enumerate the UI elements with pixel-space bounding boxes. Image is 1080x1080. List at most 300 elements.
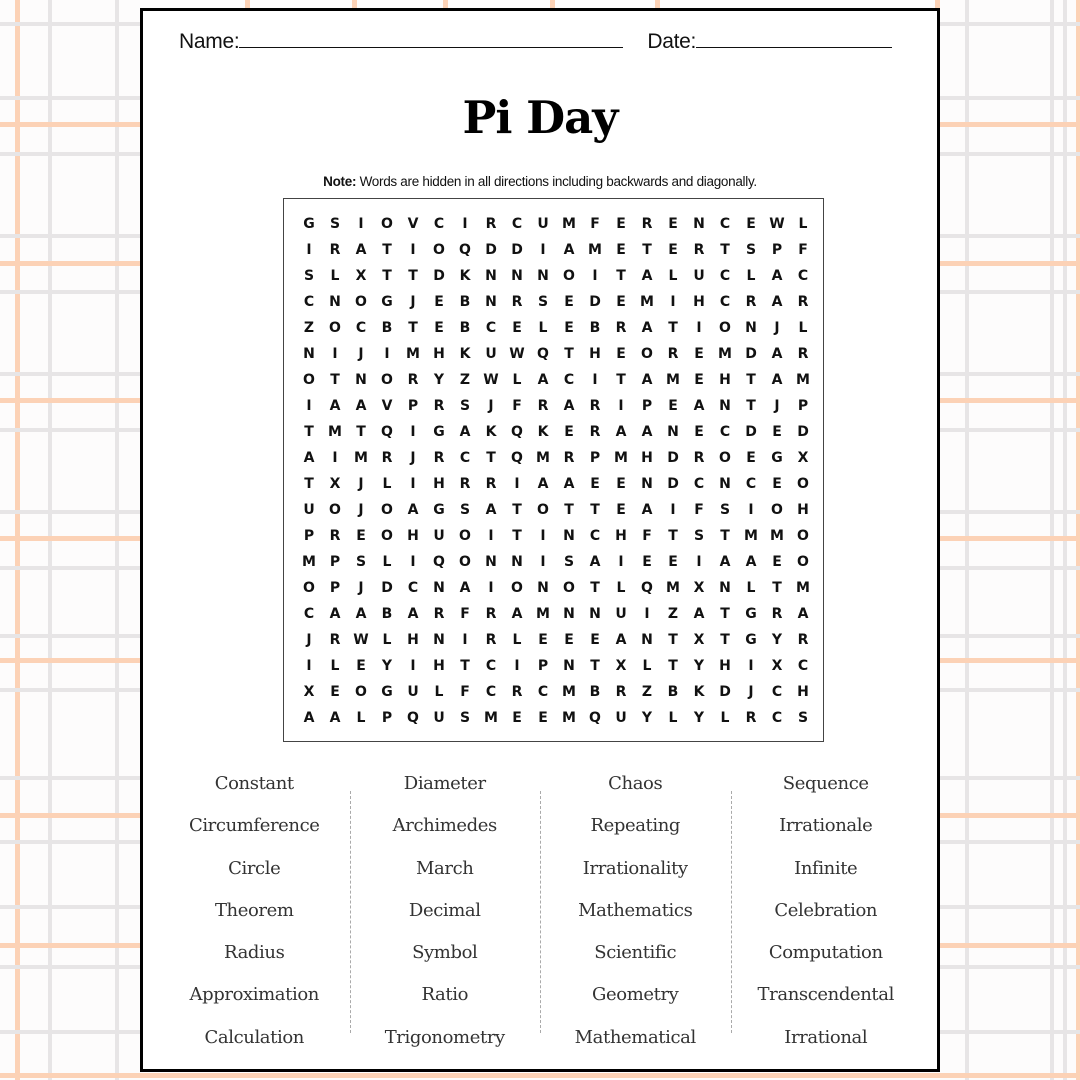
grid-letter[interactable]: N: [563, 658, 575, 674]
grid-letter[interactable]: J: [748, 684, 754, 700]
grid-letter[interactable]: R: [615, 320, 627, 336]
grid-letter[interactable]: L: [330, 268, 340, 284]
grid-letter[interactable]: R: [771, 606, 783, 622]
grid-letter[interactable]: O: [719, 320, 731, 336]
grid-letter[interactable]: R: [329, 632, 341, 648]
grid-letter[interactable]: O: [797, 528, 809, 544]
grid-letter[interactable]: J: [410, 450, 416, 466]
grid-letter[interactable]: P: [797, 398, 809, 414]
grid-letter[interactable]: Q: [433, 554, 445, 570]
grid-letter[interactable]: A: [745, 554, 757, 570]
grid-letter[interactable]: M: [354, 450, 368, 466]
grid-letter[interactable]: M: [666, 372, 680, 388]
grid-letter[interactable]: C: [459, 450, 471, 466]
grid-letter[interactable]: G: [381, 294, 393, 310]
grid-letter[interactable]: D: [485, 242, 497, 258]
grid-letter[interactable]: A: [771, 294, 783, 310]
grid-letter[interactable]: A: [303, 450, 315, 466]
grid-letter[interactable]: E: [616, 294, 626, 310]
grid-letter[interactable]: K: [537, 424, 549, 440]
grid-letter[interactable]: J: [488, 398, 494, 414]
grid-letter[interactable]: D: [667, 476, 679, 492]
grid-letter[interactable]: A: [303, 710, 315, 726]
grid-letter[interactable]: B: [589, 684, 601, 700]
grid-letter[interactable]: C: [693, 476, 705, 492]
grid-letter[interactable]: C: [537, 684, 549, 700]
grid-letter[interactable]: E: [668, 554, 678, 570]
grid-letter[interactable]: L: [382, 632, 392, 648]
grid-letter[interactable]: R: [797, 346, 809, 362]
grid-letter[interactable]: P: [329, 554, 341, 570]
grid-letter[interactable]: M: [536, 606, 550, 622]
grid-letter[interactable]: T: [720, 528, 730, 544]
grid-letter[interactable]: A: [485, 502, 497, 518]
grid-letter[interactable]: I: [488, 528, 494, 544]
grid-letter[interactable]: I: [696, 320, 702, 336]
grid-letter[interactable]: I: [410, 554, 416, 570]
grid-letter[interactable]: Z: [303, 320, 315, 336]
grid-letter[interactable]: M: [302, 554, 316, 570]
grid-letter[interactable]: L: [538, 320, 548, 336]
grid-letter[interactable]: M: [770, 528, 784, 544]
grid-letter[interactable]: S: [355, 554, 367, 570]
grid-letter[interactable]: D: [667, 450, 679, 466]
grid-letter[interactable]: S: [719, 502, 731, 518]
grid-letter[interactable]: O: [381, 372, 393, 388]
grid-letter[interactable]: R: [485, 606, 497, 622]
grid-letter[interactable]: N: [511, 554, 523, 570]
grid-letter[interactable]: L: [434, 684, 444, 700]
grid-letter[interactable]: Y: [641, 710, 653, 726]
grid-letter[interactable]: C: [745, 476, 757, 492]
grid-letter[interactable]: T: [564, 346, 574, 362]
grid-letter[interactable]: R: [797, 294, 809, 310]
grid-letter[interactable]: E: [512, 710, 522, 726]
grid-letter[interactable]: X: [329, 476, 341, 492]
grid-letter[interactable]: U: [433, 710, 445, 726]
grid-letter[interactable]: R: [433, 606, 445, 622]
grid-letter[interactable]: T: [590, 658, 600, 674]
grid-letter[interactable]: E: [356, 658, 366, 674]
grid-letter[interactable]: A: [407, 502, 419, 518]
grid-letter[interactable]: R: [693, 242, 705, 258]
grid-letter[interactable]: I: [332, 450, 338, 466]
grid-letter[interactable]: R: [485, 476, 497, 492]
grid-letter[interactable]: F: [590, 216, 600, 232]
grid-letter[interactable]: H: [797, 684, 809, 700]
grid-letter[interactable]: T: [382, 268, 392, 284]
grid-letter[interactable]: T: [512, 528, 522, 544]
grid-letter[interactable]: H: [719, 372, 731, 388]
grid-letter[interactable]: Q: [381, 424, 393, 440]
grid-letter[interactable]: K: [459, 268, 471, 284]
grid-letter[interactable]: E: [538, 632, 548, 648]
grid-letter[interactable]: A: [511, 606, 523, 622]
grid-letter[interactable]: D: [719, 684, 731, 700]
grid-letter[interactable]: B: [589, 320, 601, 336]
grid-letter[interactable]: W: [509, 346, 525, 362]
grid-letter[interactable]: M: [744, 528, 758, 544]
grid-letter[interactable]: R: [329, 242, 341, 258]
date-blank-line[interactable]: [696, 29, 892, 48]
grid-letter[interactable]: R: [329, 528, 341, 544]
grid-letter[interactable]: M: [406, 346, 420, 362]
grid-letter[interactable]: M: [484, 710, 498, 726]
grid-letter[interactable]: T: [408, 320, 418, 336]
grid-letter[interactable]: I: [540, 528, 546, 544]
grid-letter[interactable]: T: [668, 658, 678, 674]
grid-letter[interactable]: Q: [511, 450, 523, 466]
grid-letter[interactable]: C: [719, 268, 731, 284]
grid-letter[interactable]: G: [433, 424, 445, 440]
grid-letter[interactable]: L: [798, 320, 808, 336]
grid-letter[interactable]: N: [537, 580, 549, 596]
grid-letter[interactable]: O: [303, 580, 315, 596]
grid-letter[interactable]: B: [459, 294, 471, 310]
grid-letter[interactable]: R: [407, 372, 419, 388]
grid-letter[interactable]: P: [329, 580, 341, 596]
grid-letter[interactable]: Y: [771, 632, 783, 648]
grid-letter[interactable]: S: [563, 554, 575, 570]
grid-letter[interactable]: E: [772, 424, 782, 440]
grid-letter[interactable]: J: [410, 294, 416, 310]
grid-letter[interactable]: J: [358, 346, 364, 362]
grid-letter[interactable]: O: [797, 476, 809, 492]
grid-letter[interactable]: M: [328, 424, 342, 440]
grid-letter[interactable]: A: [693, 606, 705, 622]
grid-letter[interactable]: L: [642, 658, 652, 674]
grid-letter[interactable]: I: [462, 632, 468, 648]
grid-letter[interactable]: R: [381, 450, 393, 466]
grid-letter[interactable]: S: [459, 398, 471, 414]
grid-letter[interactable]: E: [590, 476, 600, 492]
grid-letter[interactable]: C: [719, 294, 731, 310]
grid-letter[interactable]: P: [771, 242, 783, 258]
grid-letter[interactable]: L: [720, 710, 730, 726]
grid-letter[interactable]: E: [564, 294, 574, 310]
grid-letter[interactable]: R: [641, 216, 653, 232]
grid-letter[interactable]: A: [355, 398, 367, 414]
grid-letter[interactable]: A: [563, 476, 575, 492]
grid-letter[interactable]: A: [641, 320, 653, 336]
grid-letter[interactable]: A: [563, 398, 575, 414]
grid-letter[interactable]: C: [485, 684, 497, 700]
grid-letter[interactable]: N: [719, 398, 731, 414]
grid-letter[interactable]: O: [719, 450, 731, 466]
grid-letter[interactable]: N: [563, 606, 575, 622]
grid-letter[interactable]: E: [564, 632, 574, 648]
grid-letter[interactable]: A: [641, 372, 653, 388]
grid-letter[interactable]: A: [355, 606, 367, 622]
grid-letter[interactable]: I: [670, 294, 676, 310]
grid-letter[interactable]: O: [329, 320, 341, 336]
grid-letter[interactable]: J: [358, 502, 364, 518]
grid-letter[interactable]: O: [303, 372, 315, 388]
grid-letter[interactable]: S: [329, 216, 341, 232]
grid-letter[interactable]: W: [769, 216, 785, 232]
grid-letter[interactable]: O: [355, 294, 367, 310]
grid-letter[interactable]: L: [330, 658, 340, 674]
grid-letter[interactable]: Q: [537, 346, 549, 362]
grid-letter[interactable]: C: [511, 216, 523, 232]
grid-letter[interactable]: T: [720, 242, 730, 258]
grid-letter[interactable]: H: [433, 658, 445, 674]
grid-letter[interactable]: I: [410, 476, 416, 492]
grid-letter[interactable]: S: [537, 294, 549, 310]
grid-letter[interactable]: T: [590, 502, 600, 518]
grid-letter[interactable]: A: [407, 606, 419, 622]
grid-letter[interactable]: A: [563, 242, 575, 258]
grid-letter[interactable]: X: [355, 268, 367, 284]
grid-letter[interactable]: B: [381, 320, 393, 336]
grid-letter[interactable]: C: [433, 216, 445, 232]
grid-letter[interactable]: A: [641, 268, 653, 284]
grid-letter[interactable]: T: [590, 580, 600, 596]
grid-letter[interactable]: G: [771, 450, 783, 466]
grid-letter[interactable]: E: [356, 528, 366, 544]
grid-letter[interactable]: R: [589, 398, 601, 414]
grid-letter[interactable]: R: [797, 632, 809, 648]
grid-letter[interactable]: E: [694, 346, 704, 362]
grid-letter[interactable]: S: [745, 242, 757, 258]
grid-letter[interactable]: X: [797, 450, 809, 466]
grid-letter[interactable]: I: [410, 658, 416, 674]
grid-letter[interactable]: U: [693, 268, 705, 284]
grid-letter[interactable]: S: [797, 710, 809, 726]
grid-letter[interactable]: O: [433, 242, 445, 258]
grid-letter[interactable]: V: [381, 398, 393, 414]
grid-letter[interactable]: N: [433, 580, 445, 596]
grid-letter[interactable]: E: [616, 476, 626, 492]
grid-letter[interactable]: E: [746, 216, 756, 232]
grid-letter[interactable]: C: [771, 684, 783, 700]
grid-letter[interactable]: H: [589, 346, 601, 362]
grid-letter[interactable]: E: [772, 476, 782, 492]
grid-letter[interactable]: G: [381, 684, 393, 700]
grid-letter[interactable]: I: [592, 268, 598, 284]
grid-letter[interactable]: F: [642, 528, 652, 544]
grid-letter[interactable]: N: [433, 632, 445, 648]
grid-letter[interactable]: H: [797, 502, 809, 518]
grid-letter[interactable]: I: [514, 476, 520, 492]
grid-letter[interactable]: O: [381, 216, 393, 232]
grid-letter[interactable]: M: [796, 580, 810, 596]
grid-letter[interactable]: O: [459, 528, 471, 544]
grid-letter[interactable]: L: [512, 372, 522, 388]
grid-letter[interactable]: O: [459, 554, 471, 570]
grid-letter[interactable]: W: [483, 372, 499, 388]
grid-letter[interactable]: Z: [641, 684, 653, 700]
grid-letter[interactable]: E: [668, 242, 678, 258]
grid-letter[interactable]: L: [382, 476, 392, 492]
grid-letter[interactable]: I: [306, 242, 312, 258]
grid-letter[interactable]: C: [589, 528, 601, 544]
grid-letter[interactable]: M: [796, 372, 810, 388]
grid-letter[interactable]: L: [356, 710, 366, 726]
grid-letter[interactable]: T: [512, 502, 522, 518]
grid-letter[interactable]: M: [536, 450, 550, 466]
grid-letter[interactable]: F: [512, 398, 522, 414]
grid-letter[interactable]: E: [564, 320, 574, 336]
grid-letter[interactable]: R: [589, 424, 601, 440]
grid-letter[interactable]: C: [355, 320, 367, 336]
grid-letter[interactable]: U: [615, 606, 627, 622]
grid-letter[interactable]: N: [303, 346, 315, 362]
grid-letter[interactable]: H: [407, 632, 419, 648]
grid-letter[interactable]: X: [615, 658, 627, 674]
grid-letter[interactable]: E: [668, 216, 678, 232]
grid-letter[interactable]: R: [485, 632, 497, 648]
grid-letter[interactable]: Z: [667, 606, 679, 622]
grid-letter[interactable]: N: [589, 606, 601, 622]
grid-letter[interactable]: H: [641, 450, 653, 466]
grid-letter[interactable]: N: [641, 632, 653, 648]
grid-letter[interactable]: C: [407, 580, 419, 596]
grid-letter[interactable]: M: [588, 242, 602, 258]
grid-letter[interactable]: P: [303, 528, 315, 544]
grid-letter[interactable]: M: [562, 684, 576, 700]
grid-letter[interactable]: P: [407, 398, 419, 414]
grid-letter[interactable]: L: [616, 580, 626, 596]
grid-letter[interactable]: N: [329, 294, 341, 310]
grid-letter[interactable]: E: [616, 346, 626, 362]
grid-letter[interactable]: I: [670, 502, 676, 518]
grid-letter[interactable]: I: [540, 554, 546, 570]
grid-letter[interactable]: I: [306, 398, 312, 414]
grid-letter[interactable]: C: [485, 320, 497, 336]
grid-letter[interactable]: N: [719, 476, 731, 492]
grid-letter[interactable]: A: [459, 580, 471, 596]
grid-letter[interactable]: H: [433, 476, 445, 492]
grid-letter[interactable]: A: [693, 398, 705, 414]
grid-letter[interactable]: F: [460, 606, 470, 622]
grid-letter[interactable]: R: [537, 398, 549, 414]
grid-letter[interactable]: R: [511, 294, 523, 310]
grid-letter[interactable]: N: [693, 216, 705, 232]
grid-letter[interactable]: O: [797, 554, 809, 570]
grid-letter[interactable]: J: [306, 632, 312, 648]
grid-letter[interactable]: J: [774, 320, 780, 336]
grid-letter[interactable]: O: [563, 268, 575, 284]
grid-letter[interactable]: I: [618, 554, 624, 570]
grid-letter[interactable]: D: [745, 346, 757, 362]
grid-letter[interactable]: P: [381, 710, 393, 726]
grid-letter[interactable]: R: [459, 476, 471, 492]
grid-letter[interactable]: E: [772, 554, 782, 570]
grid-letter[interactable]: F: [694, 502, 704, 518]
grid-letter[interactable]: E: [590, 632, 600, 648]
grid-letter[interactable]: Q: [641, 580, 653, 596]
grid-letter[interactable]: C: [719, 424, 731, 440]
grid-letter[interactable]: Y: [433, 372, 445, 388]
grid-letter[interactable]: E: [616, 242, 626, 258]
grid-letter[interactable]: T: [408, 268, 418, 284]
grid-letter[interactable]: E: [668, 398, 678, 414]
grid-letter[interactable]: C: [797, 268, 809, 284]
grid-letter[interactable]: H: [433, 346, 445, 362]
grid-letter[interactable]: A: [719, 554, 731, 570]
grid-letter[interactable]: O: [355, 684, 367, 700]
grid-letter[interactable]: T: [720, 632, 730, 648]
grid-letter[interactable]: T: [382, 242, 392, 258]
grid-letter[interactable]: F: [460, 684, 470, 700]
grid-letter[interactable]: C: [303, 294, 315, 310]
grid-letter[interactable]: D: [433, 268, 445, 284]
grid-letter[interactable]: A: [589, 554, 601, 570]
grid-letter[interactable]: X: [693, 580, 705, 596]
grid-letter[interactable]: I: [410, 424, 416, 440]
grid-letter[interactable]: E: [746, 450, 756, 466]
grid-letter[interactable]: R: [745, 710, 757, 726]
grid-letter[interactable]: N: [511, 268, 523, 284]
grid-letter[interactable]: Q: [589, 710, 601, 726]
grid-letter[interactable]: S: [459, 502, 471, 518]
grid-letter[interactable]: N: [719, 580, 731, 596]
grid-letter[interactable]: M: [562, 216, 576, 232]
grid-letter[interactable]: G: [303, 216, 315, 232]
grid-letter[interactable]: Y: [693, 658, 705, 674]
grid-letter[interactable]: T: [356, 424, 366, 440]
grid-letter[interactable]: N: [667, 424, 679, 440]
grid-letter[interactable]: E: [642, 554, 652, 570]
grid-letter[interactable]: E: [434, 320, 444, 336]
grid-letter[interactable]: W: [353, 632, 369, 648]
grid-letter[interactable]: T: [746, 398, 756, 414]
grid-letter[interactable]: E: [512, 320, 522, 336]
grid-letter[interactable]: N: [485, 294, 497, 310]
grid-letter[interactable]: J: [774, 398, 780, 414]
grid-letter[interactable]: O: [563, 580, 575, 596]
grid-letter[interactable]: I: [306, 658, 312, 674]
grid-letter[interactable]: R: [615, 684, 627, 700]
grid-letter[interactable]: I: [748, 658, 754, 674]
name-blank-line[interactable]: [239, 29, 623, 48]
grid-letter[interactable]: A: [459, 424, 471, 440]
grid-letter[interactable]: Q: [407, 710, 419, 726]
grid-letter[interactable]: O: [511, 580, 523, 596]
grid-letter[interactable]: K: [693, 684, 705, 700]
grid-letter[interactable]: I: [488, 580, 494, 596]
grid-letter[interactable]: R: [563, 450, 575, 466]
grid-letter[interactable]: E: [616, 216, 626, 232]
grid-letter[interactable]: I: [540, 242, 546, 258]
grid-letter[interactable]: B: [381, 606, 393, 622]
grid-letter[interactable]: A: [537, 476, 549, 492]
grid-letter[interactable]: L: [746, 580, 756, 596]
grid-letter[interactable]: F: [798, 242, 808, 258]
grid-letter[interactable]: C: [485, 658, 497, 674]
grid-letter[interactable]: I: [696, 554, 702, 570]
grid-letter[interactable]: T: [746, 372, 756, 388]
grid-letter[interactable]: Q: [459, 242, 471, 258]
grid-letter[interactable]: E: [616, 502, 626, 518]
grid-letter[interactable]: R: [433, 398, 445, 414]
grid-letter[interactable]: T: [668, 528, 678, 544]
grid-letter[interactable]: R: [433, 450, 445, 466]
grid-letter[interactable]: G: [433, 502, 445, 518]
grid-letter[interactable]: A: [771, 372, 783, 388]
grid-letter[interactable]: I: [358, 216, 364, 232]
grid-letter[interactable]: I: [462, 216, 468, 232]
grid-letter[interactable]: H: [615, 528, 627, 544]
grid-letter[interactable]: D: [589, 294, 601, 310]
grid-letter[interactable]: O: [537, 502, 549, 518]
grid-letter[interactable]: I: [748, 502, 754, 518]
grid-letter[interactable]: H: [719, 658, 731, 674]
grid-letter[interactable]: I: [618, 398, 624, 414]
grid-letter[interactable]: T: [668, 632, 678, 648]
grid-letter[interactable]: D: [797, 424, 809, 440]
